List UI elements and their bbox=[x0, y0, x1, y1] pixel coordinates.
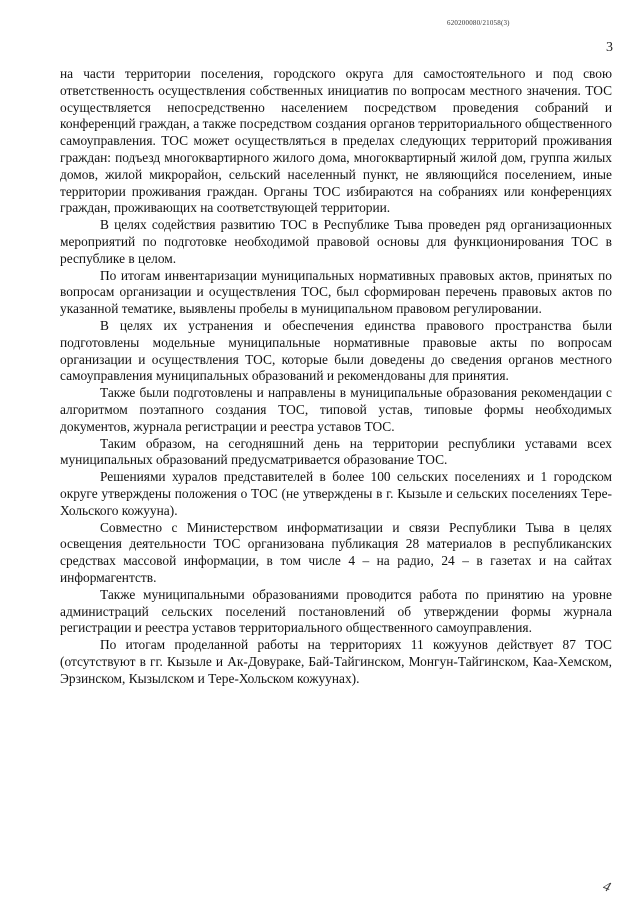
handwritten-mark: 4 bbox=[600, 879, 613, 896]
paragraph: По итогам инвентаризации муниципальных нормативных правовых актов, принятых по вопросам организации и осуществления ТОС, был сформирован перечень правовых актов по указанной тематике, выявлены пробелы в муниципальном правовом регулировании. bbox=[60, 267, 612, 317]
paragraph: По итогам проделанной работы на территориях 11 кожуунов действует 87 ТОС (отсутствуют в гг. Кызыле и Ак-Довураке, Бай-Тайгинском, Монгун-Тайгинском, Каа-Хемском, Эрзинском, Кызылском и Тере-Хольском кожуунах). bbox=[60, 637, 612, 686]
document-body bbox=[60, 66, 612, 687]
paragraph: на части территории поселения, городского округа для самостоятельного и под свою ответственность осуществления собственных инициатив по вопросам местного значения. ТОС осуществляется непосредственно населением посредством проведения собраний и конференций граждан, а также посредством создания органов территориального общественного самоуправления. ТОС может осуществляться в пределах следующих территорий проживания граждан: подъезд многоквартирного жилого дома, многоквартирный жилой дом, группа жилых домов, жилой микрорайон, сельский населенный пункт, не являющийся поселением, иные территории проживания граждан. Органы ТОС избираются на собраниях или конференциях граждан, проживающих на соответствующей территории. bbox=[60, 66, 612, 216]
paragraph: В целях содействия развитию ТОС в Республике Тыва проведен ряд организационных мероприятий по подготовке необходимой правовой основы для функционирования ТОС в республике в целом. bbox=[60, 217, 612, 266]
paragraph: Решениями хуралов представителей в более 100 сельских поселениях и 1 городском округе утверждены положения о ТОС (не утверждены в г. Кызыле и сельских поселениях Тере-Хольского кожууна). bbox=[60, 469, 612, 518]
paragraph: Также муниципальными образованиями проводится работа по принятию на уровне администраций сельских поселений постановлений об утверждении формы журнала регистрации и реестра уставов территориального общественного самоуправления. bbox=[60, 586, 612, 636]
paragraph: Также были подготовлены и направлены в муниципальные образования рекомендации с алгоритмом поэтапного создания ТОС, типовой устав, типовые формы необходимых документов, журнала регистрации и реестра уставов ТОС. bbox=[60, 385, 612, 434]
paragraph: Таким образом, на сегодняшний день на территории республики уставами всех муниципальных образований предусматривается образование ТОС. bbox=[60, 435, 612, 468]
paragraph: В целях их устранения и обеспечения единства правового пространства были подготовлены модельные муниципальные нормативные правовые акты по вопросам организации и осуществления ТОС, которые были доведены до сведения органов местного самоуправления муниципальных образований и рекомендованы для принятия. bbox=[60, 317, 612, 384]
page-number: 3 bbox=[606, 40, 613, 55]
paragraph: Совместно с Министерством информатизации и связи Республики Тыва в целях освещения деятельности ТОС организована публикация 28 материалов в республиканских средствах массовой информации, в том числе 4 – на радио, 24 – в газетах и на сайтах информагентств. bbox=[60, 519, 612, 585]
document-code: 620200080/21058(3) bbox=[447, 19, 510, 27]
